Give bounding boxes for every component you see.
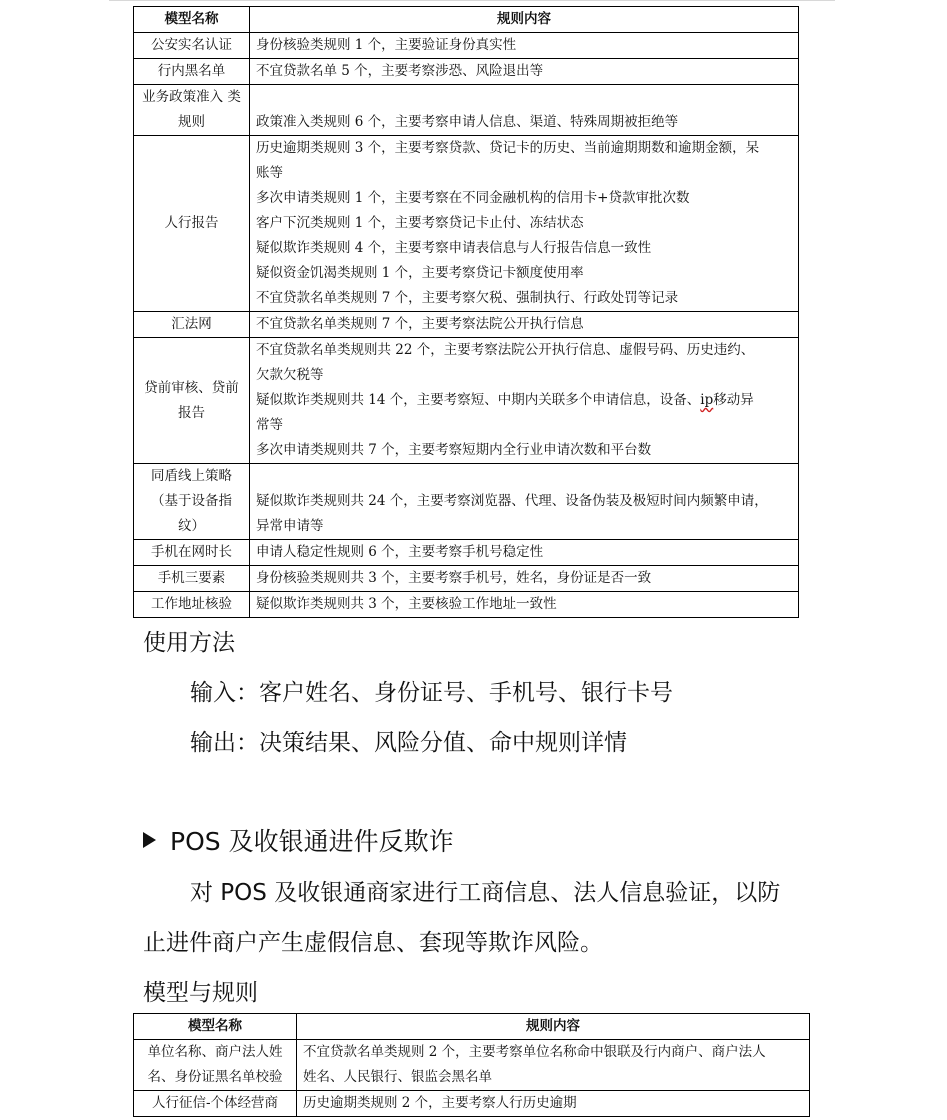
rule-content-cell: [250, 59, 799, 85]
model-name-cell: [134, 464, 250, 540]
rule-content-cell: [250, 566, 799, 592]
model-name-cell: [134, 136, 250, 312]
rules-table-2: [133, 1013, 810, 1117]
header-rule-content: 规则内容: [250, 7, 799, 33]
rule-line: [256, 388, 792, 413]
model-name: 行内黑名单: [157, 63, 226, 79]
rule-line: 不宜贷款名单 5 个，主要考察涉恐、风险退出等: [256, 63, 544, 79]
model-name: 人行征信-个体经营商: [151, 1095, 279, 1111]
rule-content-cell: [250, 312, 799, 338]
rule-line: 异常申请等: [256, 518, 324, 534]
rule-line: 姓名、人民银行、银监会黑名单: [303, 1069, 492, 1085]
pos-paragraph-line-2: 止进件商户产生虚假信息、套现等欺诈风险。: [143, 930, 603, 956]
rule-line: 身份核验类规则 1 个，主要验证身份真实性: [256, 37, 517, 53]
rule-line: 不宜贷款名单类规则共 22 个，主要考察法院公开执行信息、虚假号码、历史违约、: [256, 342, 755, 358]
model-name-cell: [134, 85, 250, 136]
model-name-cell: [134, 592, 250, 618]
model-name: 名、身份证黑名单校验: [147, 1069, 283, 1085]
rule-line: 身份核验类规则共 3 个，主要考察手机号，姓名，身份证是否一致: [256, 570, 652, 586]
rule-line: 疑似欺诈类规则 4 个，主要考察申请表信息与人行报告信息一致性: [256, 240, 652, 256]
table-row: [134, 85, 799, 136]
pos-paragraph-line-1: 对 POS 及收银通商家进行工商信息、法人信息验证，以防: [190, 880, 781, 906]
model-name: （基于设备指: [151, 493, 232, 509]
model-name: 同盾线上策略: [151, 468, 232, 484]
model-name-cell: [134, 540, 250, 566]
rule-line-part: 疑似欺诈类规则共 14 个，主要考察短、中期内关联多个申请信息，设备、: [256, 392, 701, 408]
rule-line: 不宜贷款名单类规则 2 个，主要考察单位名称命中银联及行内商户、商户法人: [303, 1044, 766, 1060]
table-row: [134, 540, 799, 566]
model-name: 单位名称、商户法人姓: [147, 1044, 283, 1060]
header-model-name: 模型名称: [134, 1014, 297, 1040]
table-row: [134, 59, 799, 85]
model-name-cell: [134, 1040, 297, 1091]
model-name-cell: [134, 338, 250, 464]
usage-heading: 使用方法: [143, 630, 235, 656]
rule-line: 账等: [256, 165, 283, 181]
table-row: [134, 1091, 810, 1117]
model-name-cell: [134, 312, 250, 338]
model-name-cell: [134, 33, 250, 59]
table-row: [134, 312, 799, 338]
rule-content-cell: [250, 540, 799, 566]
rule-line: 申请人稳定性规则 6 个，主要考察手机号稳定性: [256, 544, 544, 560]
model-name-cell: [134, 59, 250, 85]
spellcheck-ip: ip: [700, 392, 714, 408]
rule-content-cell: [250, 85, 799, 136]
model-name: 工作地址核验: [151, 596, 232, 612]
model-name: 公安实名认证: [151, 37, 232, 53]
table-row: [134, 464, 799, 540]
rule-line: 疑似欺诈类规则共 3 个，主要核验工作地址一致性: [256, 596, 557, 612]
rule-content-cell: [250, 33, 799, 59]
table-row: [134, 566, 799, 592]
rule-line: 不宜贷款名单类规则 7 个，主要考察欠税、强制执行、行政处罚等记录: [256, 290, 679, 306]
rule-line: 多次申请类规则共 7 个，主要考察短期内全行业申请次数和平台数: [256, 442, 652, 458]
table-row: [134, 33, 799, 59]
rule-line-part: 移动异: [713, 392, 754, 408]
pos-section-title: POS 及收银通进件反欺诈: [170, 827, 454, 856]
model-name: 类规则: [178, 89, 241, 130]
page-top-rule: [109, 0, 835, 1]
rule-line: 常等: [256, 417, 283, 433]
models-rules-heading: 模型与规则: [143, 980, 258, 1006]
model-name: 人行报告: [164, 215, 219, 231]
table-header-row: [134, 1014, 810, 1040]
rule-line: 欠款欠税等: [256, 367, 324, 383]
rule-content-cell: [297, 1040, 810, 1091]
rule-content-cell: [297, 1091, 810, 1117]
header-model-name: 模型名称: [134, 7, 250, 33]
table-row: [134, 338, 799, 464]
table-header-row: [134, 7, 799, 33]
model-name: 业务政策准入: [142, 89, 224, 105]
arrow-bullet-icon: [143, 832, 156, 848]
model-name: 手机在网时长: [151, 544, 232, 560]
rule-line: 多次申请类规则 1 个，主要考察在不同金融机构的信用卡+贷款审批次数: [256, 190, 690, 206]
pos-section-heading: [143, 822, 454, 858]
rule-content-cell: [250, 464, 799, 540]
rule-line: 疑似欺诈类规则共 24 个，主要考察浏览器、代理、设备伪装及极短时间内频繁申请，: [256, 493, 768, 509]
rules-table-1: [133, 6, 799, 618]
table-row: [134, 136, 799, 312]
model-name: 报告: [178, 404, 205, 421]
table-row: [134, 592, 799, 618]
model-name: 手机三要素: [157, 570, 226, 586]
rule-line: 历史逾期类规则 2 个，主要考察人行历史逾期: [303, 1095, 577, 1111]
model-name: 贷前审核、贷前: [144, 379, 239, 396]
table-row: [134, 1040, 810, 1091]
rule-line: 客户下沉类规则 1 个，主要考察贷记卡止付、冻结状态: [256, 215, 584, 231]
rule-content-cell: [250, 592, 799, 618]
model-name: 纹）: [178, 518, 205, 534]
header-rule-content: 规则内容: [297, 1014, 810, 1040]
rule-content-cell: [250, 338, 799, 464]
rule-line: 不宜贷款名单类规则 7 个，主要考察法院公开执行信息: [256, 316, 584, 332]
model-name-cell: [134, 1091, 297, 1117]
model-name-cell: [134, 566, 250, 592]
rule-line: 历史逾期类规则 3 个，主要考察贷款、贷记卡的历史、当前逾期期数和逾期金额，呆: [256, 140, 760, 156]
rule-line: 政策准入类规则 6 个，主要考察申请人信息、渠道、特殊周期被拒绝等: [256, 114, 679, 130]
usage-input-line: 输入：客户姓名、身份证号、手机号、银行卡号: [190, 680, 673, 706]
model-name: 汇法网: [171, 316, 212, 332]
rule-content-cell: [250, 136, 799, 312]
rule-line: 疑似资金饥渴类规则 1 个，主要考察贷记卡额度使用率: [256, 265, 584, 281]
usage-output-line: 输出：决策结果、风险分值、命中规则详情: [190, 730, 627, 756]
